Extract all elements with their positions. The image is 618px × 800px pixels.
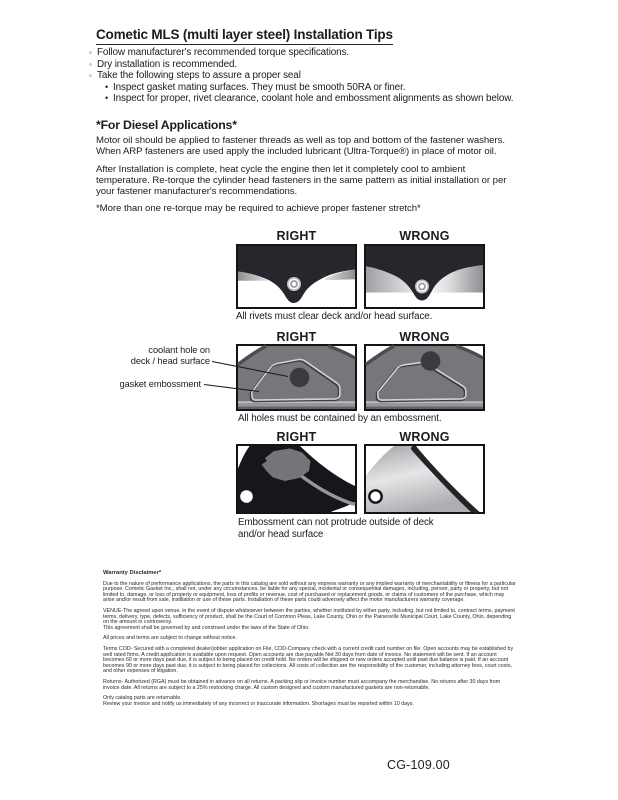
protrusion-right-figure — [236, 444, 357, 514]
bullet-text: Inspect gasket mating surfaces. They must be smooth 50RA or finer. — [113, 81, 406, 93]
caption-line: Embossment can not protrude outside of deck — [238, 517, 434, 528]
bullet-text: Take the following steps to assure a proper seal — [97, 70, 301, 81]
bullet-text: Inspect for proper, rivet clearance, coolant hole and embossment alignments as shown below. — [113, 93, 514, 104]
diesel-paragraph: After Installation is complete, heat cycle the engine then let it completely cool to ambient temperature. Re-torque the cylinder head fasteners in the same pattern as initial installation or per your fastener manufacturer's recommendations. — [96, 163, 507, 198]
page-title: Cometic MLS (multi layer steel) Installation Tips — [96, 27, 393, 45]
bullet-marker: ◦ — [89, 71, 92, 80]
warranty-paragraph: Only catalog parts are returnable. — [103, 695, 182, 702]
bullet-list — [89, 47, 525, 105]
annotation-line: deck / head surface — [130, 355, 210, 366]
bullet-marker: • — [105, 81, 109, 92]
rivet-wrong-figure — [364, 244, 485, 309]
right-header: RIGHT — [276, 330, 317, 344]
caption-line: and/or head surface — [238, 528, 324, 540]
figure-caption: All holes must be contained by an embossment. — [238, 413, 442, 424]
bullet-marker: • — [105, 93, 109, 103]
annotation-line: coolant hole on — [148, 345, 210, 355]
warranty-heading: Warranty Disclaimer* — [103, 570, 162, 576]
bullet-marker: ◦ — [89, 59, 92, 69]
warranty-paragraph: All prices and terms are subject to change without notice. — [103, 635, 237, 642]
bullet-marker: ◦ — [89, 48, 92, 57]
embossment-wrong-figure — [364, 344, 485, 411]
wrong-header: WRONG — [399, 330, 450, 344]
bullet-item — [89, 47, 525, 59]
warranty-paragraph: Due to the nature of performance applications, the parts in this catalog are sold without any express warranty or any implied warranty of merchantability or fitness for a particular purpose. Cometic Gasket Inc., shall not, under any circumstances, be liable for any special, incidental or consequential damages, including, person, party or property, but not limited to, damage, or loss of property or equipment, loss of profits or revenue, cost of purchased or replacement goods, or claims of customers of the purchase, which may arise and/or result from sale, instillation or use of these parts. Installation of these parts could adversely affect the motor manufacturers warranty coverage. — [103, 580, 516, 604]
warranty-paragraph: Returns- Authorized (RGA) must be obtained in advance on all returns. A packing slip or invoice number must accompany the merchandise. No returns after 30 days from invoice date. All returns are subject to a 25% restocking charge. All custom designed and custom manufactured gaskets are non-returnable. — [103, 678, 501, 691]
right-header: RIGHT — [276, 430, 317, 444]
warranty-paragraph: Review your invoice and notify us immediately of any incorrect or inaccurate information. Shortages must be reported within 10 days. — [103, 700, 414, 707]
warranty-section — [103, 571, 517, 712]
doc-number: CG-109.00 — [387, 758, 450, 772]
wrong-header: WRONG — [399, 430, 450, 444]
figure-caption: All rivets must clear deck and/or head surface. — [236, 311, 433, 322]
bullet-item — [105, 82, 525, 94]
bullet-text: Dry installation is recommended. — [97, 58, 238, 70]
bullet-item — [105, 93, 525, 105]
warranty-paragraph: Terms COD- Secured with a completed dealer/jobber application on File, COD-Company check with a current credit card number on file. Open accounts may be established by well rated firms. A credit application is available upon request. Open accounts are due payable Net 30 days from date of invoice. No statement will be sent. If an account becomes 60 or more days past due, it is subject to being placed on credit hold. No orders will be shipped or new orders accepted until past due balance is paid. If an account becomes 90 or more days past due, it is subject to being placed for collections. All costs of collection are the responsibility of the customer, including attorney fees, court costs, and other expenses of litigation. — [103, 645, 514, 675]
wrong-header: WRONG — [399, 229, 450, 243]
annotation-embossment-label: gasket embossment — [119, 379, 201, 389]
protrusion-wrong-figure — [364, 444, 485, 514]
diesel-section — [96, 135, 521, 221]
warranty-paragraph: VENUE-The agreed upon venue, in the event of dispute whatsoever between the parties, whether instituted by either party, including, but not limited to, contract terms, payment terms, delivery, type, defects, sufficiency of product, shall be the Court of Common Pleas, Lake County, Ohio or the Painesville Municipal Court, Lake County, Ohio, depending on the amount in controversy. — [103, 607, 515, 626]
leader-lines — [200, 340, 300, 400]
warranty-paragraph: This agreement shall be governed by and construed under the laws of the State of Ohio. — [103, 624, 310, 631]
diesel-heading: *For Diesel Applications* — [96, 118, 237, 132]
bullet-item — [89, 70, 525, 82]
diesel-paragraph: Motor oil should be applied to fastener threads as well as top and bottom of the fastener washers. When ARP fasteners are used apply the included lubricant (Ultra-Torque®) in place of motor oil. — [96, 135, 505, 158]
figure-caption — [238, 517, 434, 540]
diesel-paragraph: *More than one re-torque may be required to achieve proper fastener stretch* — [96, 203, 421, 215]
bullet-text: Follow manufacturer's recommended torque specifications. — [97, 47, 350, 58]
rivet-right-figure — [236, 244, 357, 309]
annotation-coolant-hole-label — [80, 345, 210, 367]
bullet-item — [89, 59, 525, 71]
right-header: RIGHT — [276, 229, 317, 243]
